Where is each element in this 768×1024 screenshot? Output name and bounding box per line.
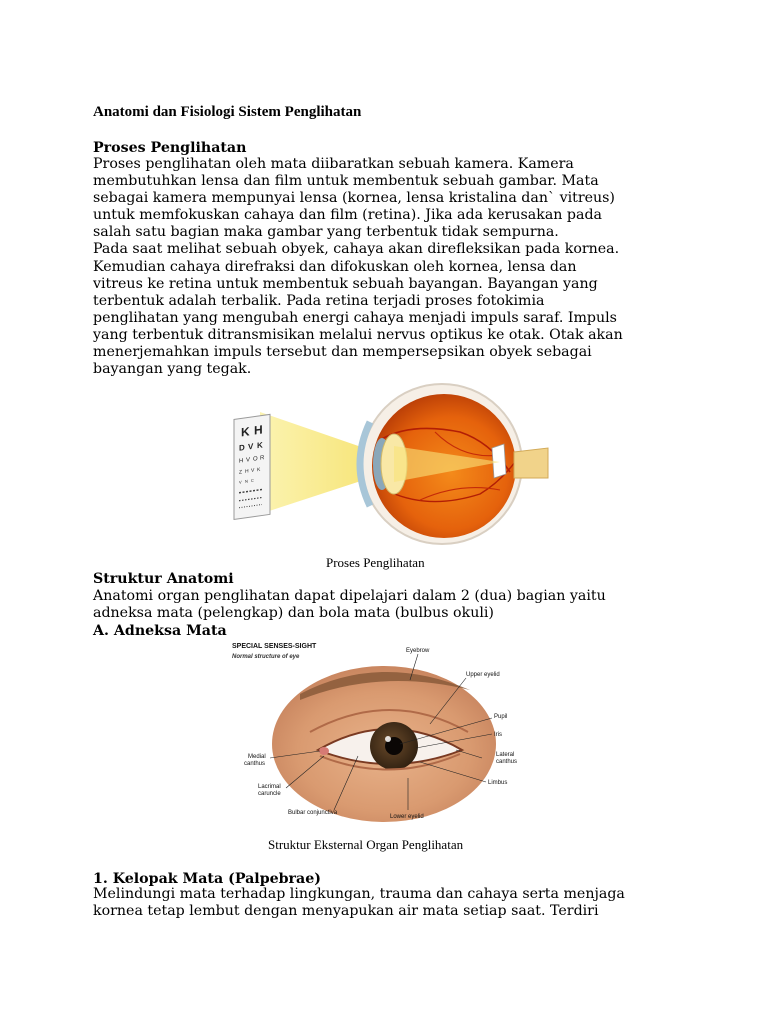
label-lateral-canthus-2: canthus [496,759,518,765]
section-heading-proses: Proses Penglihatan [93,140,247,156]
label-upper-eyelid: Upper eyelid [466,672,500,678]
label-lower-eyelid: Lower eyelid [390,814,424,820]
text-line: Melindungi mata terhadap lingkungan, trauma dan cahaya serta menjaga [93,886,625,902]
figure-subtitle: Normal structure of eye [232,654,300,660]
chart-letter: V [248,441,254,452]
paragraph-proses [93,156,683,378]
text-line: Anatomi organ penglihatan dapat dipelajari dalam 2 (dua) bagian yaitu [93,588,606,604]
chart-letter: H [245,468,249,475]
paragraph-struktur [93,588,683,622]
text-line: yang terbentuk ditransmisikan melalui nervus optikus ke otak. Otak akan [93,326,623,343]
figure-caption-struktur: Struktur Eksternal Organ Penglihatan [268,837,464,852]
chart-letter: V [246,457,250,464]
text-line: terbentuk adalah terbalik. Pada retina terjadi proses fotokimia [93,292,545,309]
figure-caption-proses: Proses Penglihatan [326,555,425,570]
label-bulbar-conjunctiva: Bulbar conjunctiva [288,810,338,816]
text-line: membutuhkan lensa dan film untuk membentuk sebuah gambar. Mata [93,173,599,190]
document-title: Anatomi dan Fisiologi Sistem Penglihatan [93,104,362,120]
chart-letter: C [251,477,254,484]
label-iris: Iris [494,732,502,738]
text-line: vitreus ke retina untuk membentuk sebuah bayangan. Bayangan yang [93,275,598,292]
label-medial-canthus-2: canthus [244,761,266,767]
text-line: untuk memfokuskan cahaya dan film (retina). Jika ada kerusakan pada [93,207,603,224]
text-line: Pada saat melihat sebuah obyek, cahaya akan direfleksikan pada kornea. [93,241,620,258]
light-beam [260,412,370,514]
text-line: adneksa mata (pelengkap) dan bola mata (bulbus okuli) [93,605,494,622]
chart-letter: K [257,440,263,451]
text-line: menerjemahkan impuls tersebut dan mempersepsikan obyek sebagai [93,344,592,361]
chart-letter: H [254,422,263,438]
chart-letter: N [245,478,248,484]
label-lacrimal-caruncle-2: caruncle [258,791,281,797]
chart-letter: Z [239,469,243,476]
section-heading-kelopak: 1. Kelopak Mata (Palpebrae) [93,871,321,887]
label-eyebrow: Eyebrow [406,648,430,654]
chart-letter: R [260,455,265,462]
text-line: salah satu bagian maka gambar yang terbentuk tidak sempurna. [93,224,559,241]
paragraph-kelopak [93,886,683,920]
text-line: kornea tetap lembut dengan menyapukan air mata setiap saat. Terdiri [93,903,599,920]
chart-letter: D [239,442,245,453]
chart-letter: V [239,479,242,485]
eye-process-figure [230,382,550,554]
label-pupil: Pupil [494,714,508,720]
caruncle-shape [319,747,329,755]
text-line: penglihatan yang mengubah energi cahaya menjadi impuls saraf. Impuls [93,309,617,326]
chart-letter: O [253,456,258,463]
section-heading-struktur: Struktur Anatomi [93,571,234,587]
text-line: Proses penglihatan oleh mata diibaratkan sebuah kamera. Kamera [93,156,574,172]
section-heading-adneksa: A. Adneksa Mata [93,623,227,639]
text-line: Kemudian cahaya direfraksi dan difokuskan oleh kornea, lensa dan [93,258,577,275]
figure-title: SPECIAL SENSES-SIGHT [232,643,317,650]
external-eye-figure [230,638,528,826]
chart-letter: K [241,424,250,440]
chart-letter: H [239,458,244,465]
label-medial-canthus-1: Medial [248,754,266,760]
chart-letter: K [257,466,261,474]
eyeball-illustration [360,384,548,544]
text-line: sebagai kamera mempunyai lensa (kornea, lensa kristalina dan` vitreus) [93,190,615,207]
label-lacrimal-caruncle-1: Lacrimal [258,784,281,790]
label-lateral-canthus-1: Lateral [496,752,515,758]
chart-letter: V [251,467,255,475]
eye-chart-icon [234,414,270,519]
text-line: bayangan yang tegak. [93,361,252,378]
label-limbus: Limbus [488,780,508,786]
